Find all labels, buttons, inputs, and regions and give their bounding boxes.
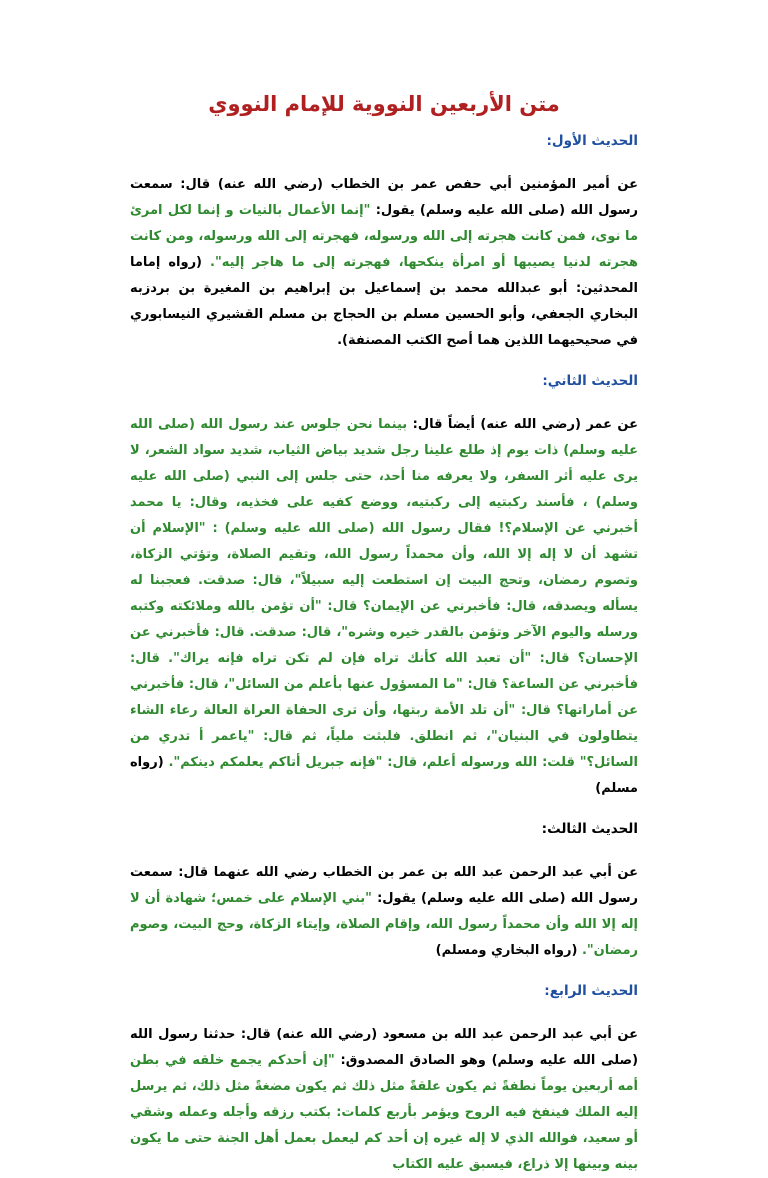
hadith-3-source: (رواه البخاري ومسلم)	[435, 943, 578, 958]
hadith-1-source: (رواه إماما المحدثين: أبو عبدالله محمد بن إسماعيل بن إبراهيم بن المغيرة بن بردزبه البخاري الجعفي، وأبو الحسين مسلم بن الحجاج بن مسلم القشيري النيسابوري في صحيحيهما اللذين هما أصح الكتب المصنفة).	[130, 255, 638, 348]
hadith-1-text	[130, 172, 638, 354]
hadith-3-intro: عن أبي عبد الرحمن عبد الله بن عمر بن الخطاب رضي الله عنهما قال: سمعت رسول الله (صلى الله عليه وسلم) يقول:	[130, 865, 638, 906]
hadith-1-heading: الحديث الأول:	[546, 133, 638, 149]
hadith-2-source: (رواه مسلم)	[130, 755, 638, 796]
hadith-4-heading: الحديث الرابع:	[544, 983, 638, 999]
hadith-4-quote: "إن أحدكم يجمع خلقه في بطن أمه أربعين يوماً نطفةً ثم يكون علقةً مثل ذلك ثم يكون مضغةً مثل ذلك، ثم يرسل إليه الملك فينفخ فيه الروح ويؤمر بأربع كلمات: بكتب رزقه وأجله وعمله وشقي أو سعيد، فوالله الذي لا إله غيره إن أحد كم ليعمل بعمل أهل الجنة حتى ما يكون بينه وبينها إلا ذراع، فيسبق عليه الكتاب	[130, 1053, 638, 1172]
hadith-2-intro: عن عمر (رضي الله عنه) أيضاً قال:	[412, 417, 639, 432]
hadith-3-heading: الحديث الثالث:	[541, 821, 638, 837]
hadith-2-text	[130, 412, 638, 802]
page-title: متن الأربعين النووية للإمام النووي	[208, 92, 560, 116]
hadith-2-quote: بينما نحن جلوس عند رسول الله (صلى الله عليه وسلم) ذات يوم إذ طلع علينا رجل شديد بياض الثياب، شديد سواد الشعر، لا يرى عليه أثر السفر، ولا يعرفه منا أحد، حتى جلس إلى النبي (صلى الله عليه وسلم) ، فأسند ركبتيه إلى ركبتيه، ووضع كفيه على فخذيه، وقال: يا محمد أخبرني عن الإسلام؟! فقال رسول الله (صلى الله عليه وسلم) : "الإسلام أن تشهد أن لا إله إلا الله، وأن محمداً رسول الله، وتقيم الصلاة، وتؤتي الزكاة، وتصوم رمضان، وتحج البيت إن استطعت إليه سبيلاً"، قال: صدقت. فعجبنا له يسأله ويصدقه، قال: فأخبرني عن الإيمان؟ قال: "أن تؤمن بالله وملائكته وكتبه ورسله واليوم الآخر وتؤمن بالقدر خيره وشره"، قال: صدقت. قال: فأخبرني عن الإحسان؟ قال: "أن تعبد الله كأنك تراه فإن لم تكن تراه فإنه يراك". قال: فأخبرني عن الساعة؟ قال: "ما المسؤول عنها بأعلم من السائل"، قال: فأخبرني عن أماراتها؟ قال: "أن تلد الأمة ربتها، وأن ترى الحفاة العراة العالة رعاء الشاء يتطاولون في البنيان"، ثم انطلق. فلبثت ملياً، ثم قال: "ياعمر أ تدري من السائل؟" قلت: الله ورسوله أعلم، قال: "فإنه جبريل أتاكم يعلمكم دينكم".	[130, 417, 638, 770]
hadith-1-quote: "إنما الأعمال بالنيات و إنما لكل امرئ ما نوى، فمن كانت هجرته إلى الله ورسوله، فهجرته إلى الله ورسوله، ومن كانت هجرته لدنيا يصيبها أو امرأة ينكحها، فهجرته إلى ما هاجر إليه".	[130, 203, 639, 270]
hadith-1-intro: عن أمير المؤمنين أبي حفص عمر بن الخطاب (رضي الله عنه) قال: سمعت رسول الله (صلى الله عليه وسلم) يقول:	[130, 177, 638, 218]
hadith-4-text	[130, 1022, 638, 1178]
hadith-3-quote: "بني الإسلام على خمس؛ شهادة أن لا إله إلا الله وأن محمداً رسول الله، وإقام الصلاة، وإيتاء الزكاة، وحج البيت، وصوم رمضان".	[130, 891, 638, 958]
hadith-2-heading: الحديث الثاني:	[542, 373, 638, 389]
hadith-4-intro: عن أبي عبد الرحمن عبد الله بن مسعود (رضي الله عنه) قال: حدثنا رسول الله (صلى الله عليه وسلم) وهو الصادق المصدوق:	[130, 1027, 639, 1068]
hadith-3-text	[130, 860, 638, 964]
